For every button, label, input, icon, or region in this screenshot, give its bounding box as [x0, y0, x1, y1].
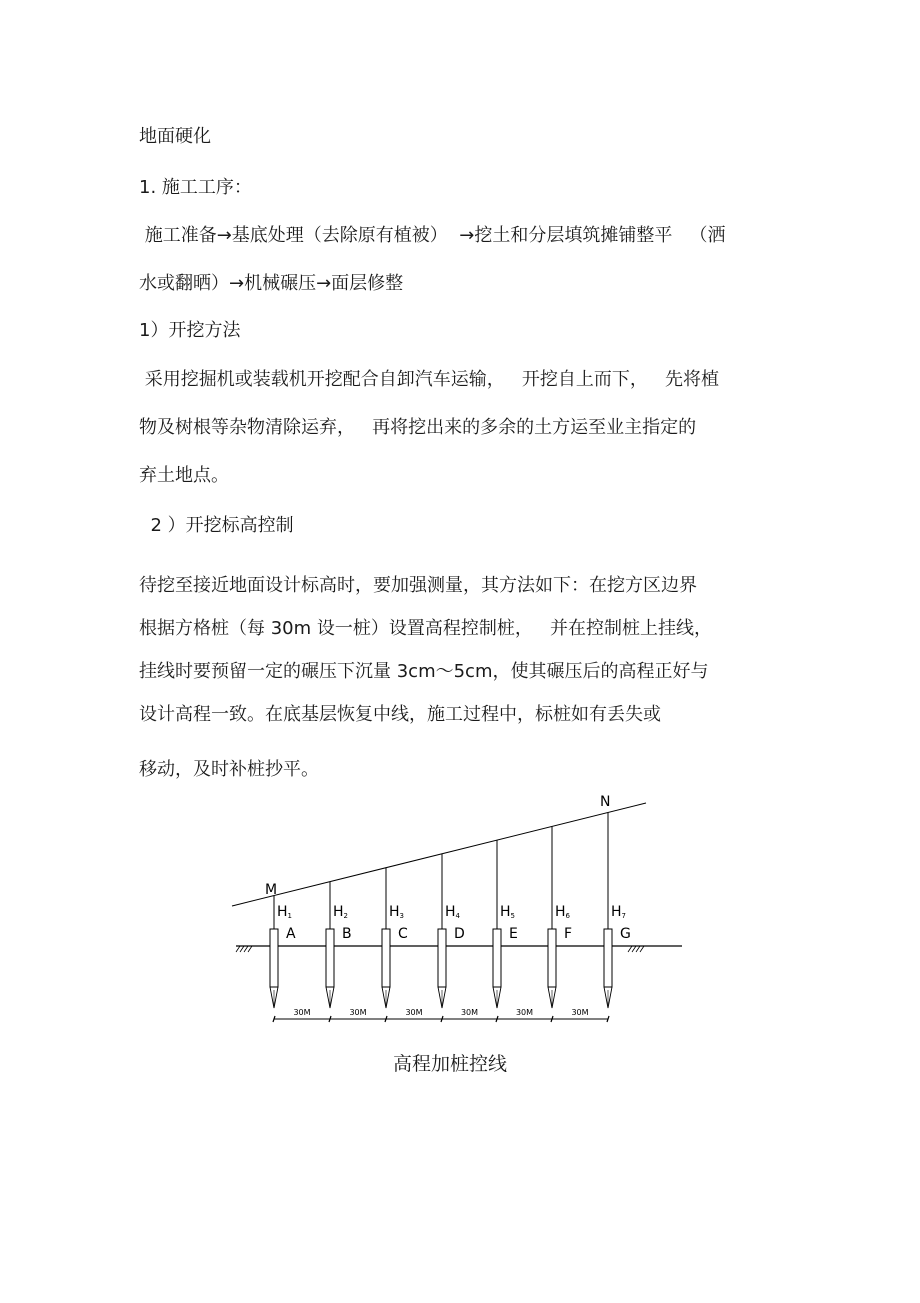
figure-caption: 高程加桩控线 — [392, 1053, 507, 1075]
height-label-h4: H4 — [445, 904, 460, 920]
height-label-h3: H3 — [389, 904, 404, 920]
spacing-label-1: 30M — [293, 1008, 311, 1017]
stake-label-d: D — [454, 926, 465, 942]
height-label-h6: H6 — [555, 904, 570, 920]
section-heading-construction-process: 1. 施工工序： — [139, 177, 252, 198]
height-label-h5: H5 — [500, 904, 515, 920]
stake-c — [382, 929, 390, 987]
stake-a — [270, 929, 278, 987]
excavation-method-line-1: 采用挖掘机或装载机开挖配合自卸汽车运输， 开挖自上而下， 先将植 — [139, 369, 720, 390]
stake-label-a: A — [286, 926, 296, 942]
line-end-label-n: N — [600, 794, 611, 810]
ground-hatch-left — [236, 946, 252, 952]
elevation-control-line-5: 移动，及时补桩抄平。 — [139, 759, 319, 780]
spacing-label-3: 30M — [405, 1008, 423, 1017]
stake-d — [438, 929, 446, 987]
elevation-control-line-1: 待挖至接近地面设计标高时，要加强测量，其方法如下：在挖方区边界 — [139, 575, 697, 596]
elevation-control-line-2: 根据方格桩（每 30m 设一桩）设置高程控制桩， 并在控制桩上挂线， — [139, 618, 713, 639]
stake-label-g: G — [620, 926, 631, 942]
stake-g — [604, 929, 612, 987]
spacing-label-6: 30M — [571, 1008, 589, 1017]
stake-label-e: E — [509, 926, 518, 942]
stake-label-f: F — [564, 926, 573, 942]
stake-f — [548, 929, 556, 987]
elevation-control-line-4: 设计高程一致。在底基层恢复中线，施工过程中，标桩如有丢失或 — [139, 704, 661, 725]
document-title: 地面硬化 — [139, 126, 211, 147]
stake-label-c: C — [398, 926, 408, 942]
stake-label-b: B — [342, 926, 352, 942]
design-grade-line — [232, 803, 646, 906]
stake-b — [326, 929, 334, 987]
spacing-label-2: 30M — [349, 1008, 367, 1017]
elevation-control-line-3: 挂线时要预留一定的碾压下沉量 3cm～5cm，使其碾压后的高程正好与 — [139, 661, 709, 682]
subheading-elevation-control: 2 ）开挖标高控制 — [139, 515, 294, 536]
excavation-method-line-3: 弃土地点。 — [139, 465, 229, 486]
line-start-label-m: M — [265, 882, 278, 898]
height-label-h1: H1 — [277, 904, 292, 920]
height-label-h7: H7 — [611, 904, 626, 920]
height-label-h2: H2 — [333, 904, 348, 920]
stake-e — [493, 929, 501, 987]
spacing-label-5: 30M — [515, 1008, 534, 1017]
process-text-line-2: 水或翻晒）→机械碾压→面层修整 — [139, 273, 404, 294]
excavation-method-line-2: 物及树根等杂物清除运弃， 再将挖出来的多余的土方运至业主指定的 — [139, 417, 697, 438]
process-text-line-1: 施工准备→基底处理（去除原有植被） →挖土和分层填筑摊铺整平 （洒 — [139, 225, 726, 246]
ground-hatch-right — [628, 946, 644, 952]
subheading-excavation-method: 1）开挖方法 — [139, 320, 241, 341]
spacing-label-4: 30M — [460, 1008, 479, 1017]
